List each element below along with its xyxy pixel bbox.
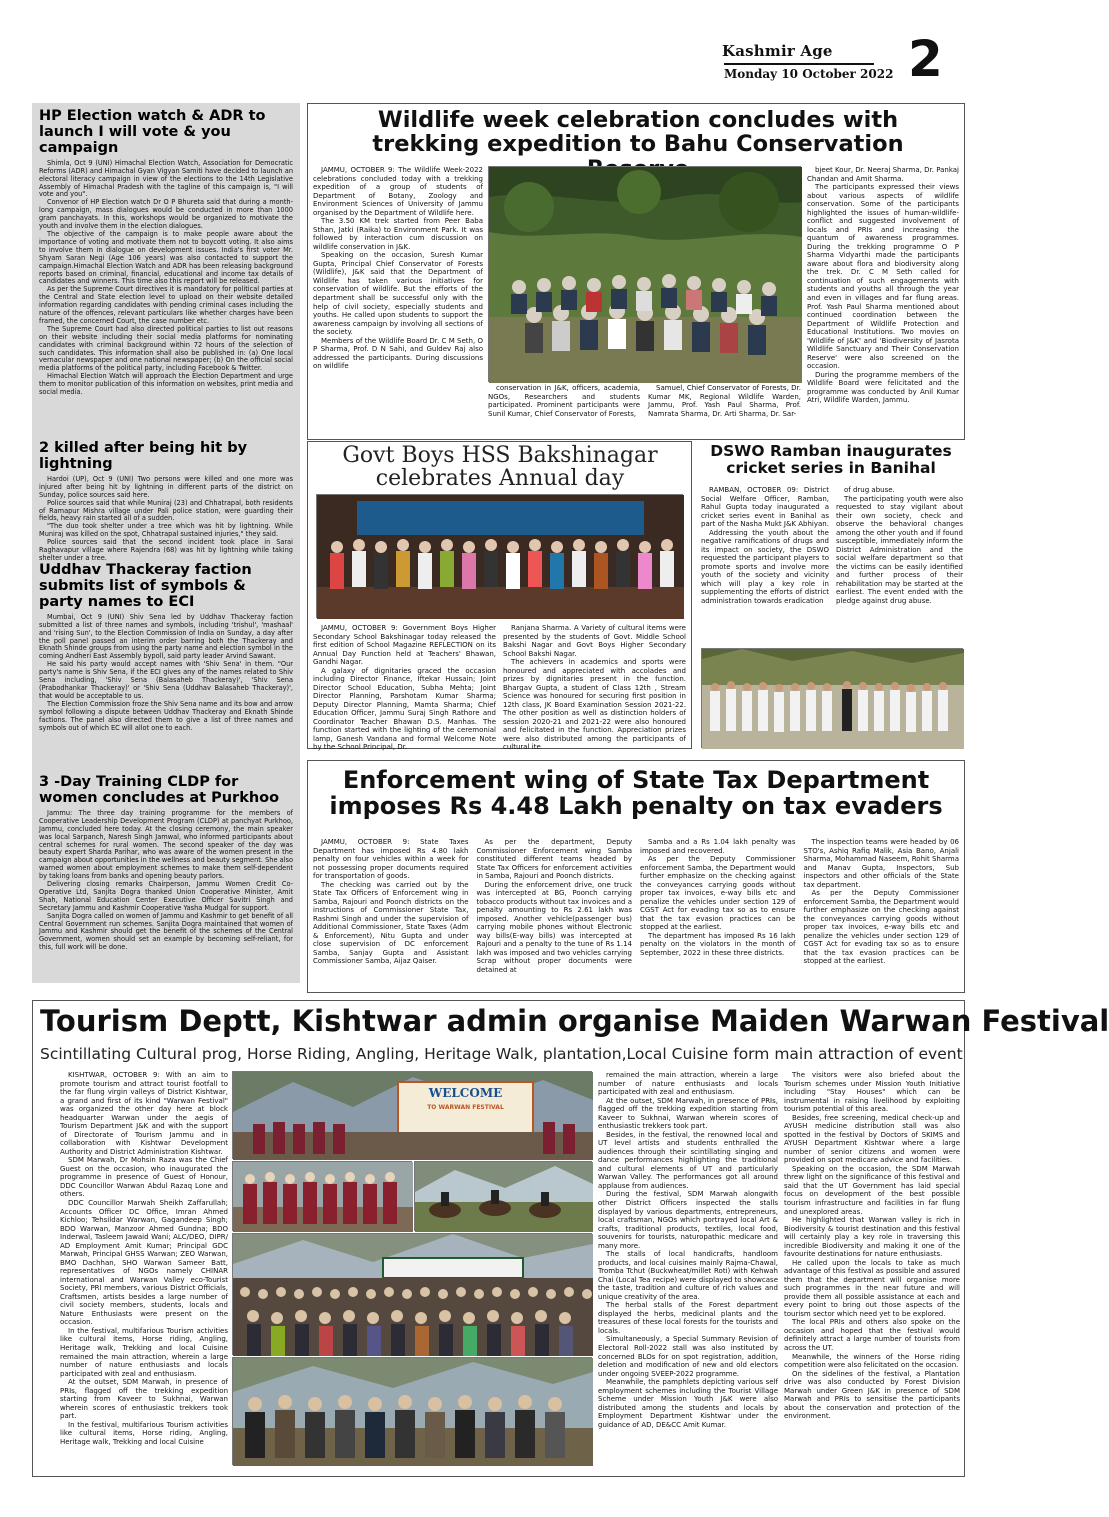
dswo-col-2: [836, 486, 963, 642]
paragraph: remained the main attraction, wherein a large number of nature enthusiasts and locals participated with zeal and enthusiasm.: [598, 1071, 778, 1097]
school-col-2: [503, 624, 686, 752]
paragraph: bjeet Kour, Dr. Neeraj Sharma, Dr. Pankaj Chandan and Amit Sharma.: [807, 166, 959, 183]
brief-lightning: [39, 441, 293, 561]
paragraph: He called upon the locals to take as much advantage of this festival as possible and assured them that the department will organise more such programmes in the near future and will provide them all possible assistance at each and every point to bring out those aspects of the tourism sector which need yet to be explored.: [784, 1258, 960, 1318]
paragraph: The stalls of local handicrafts, handloom products, and local cuisines mainly Rajma-Chawal, Tromba Tchut (Buckwheat/millet Roti) with Kehwah Chai (Local Tea recipe) were displayed to showcase the taste, tradition and culture of rich values and unique creativity of the area.: [598, 1250, 778, 1301]
paragraph: Members of the Wildlife Board Dr. C M Seth, O P Sharma, Prof. D N Sahi, and Guldev Raj also addressed the participants. During discussions on wildlife: [313, 336, 483, 371]
paragraph: Samuel, Chief Conservator of Forests, Dr. Kumar MK, Regional Wildlife Warden, Jammu, Prof. Yash Paul Sharma, Prof. Namrata Sharma, Dr. Arti Sharma, Dr. Sar-: [648, 384, 801, 418]
trek-group-image: [489, 167, 802, 383]
dswo-headline: DSWO Ramban inaugurates cricket series in Banihal: [710, 442, 952, 477]
paragraph: Besides, in the festival, the renowned local and UT level artists and students enthralled the audiences through their scintillating singing and dance performances highlighting the traditional and cultural elements of UT and particularly Warwan Valley. The performances got all around applause from audiences.: [598, 1130, 778, 1190]
paragraph: Delivering closing remarks Chairperson, Jammu Women Credit Co-Operative Ltd, Sanjita Dogra thanked Union Cooperative Minister, Amit Shah, National Education Center Executive Officer Savitri Singh and Secretary Jammu and Kashmir Cooperative Yasha Mudgal for support.: [39, 880, 293, 912]
brief-cldp: [39, 775, 293, 987]
paragraph: The inspection teams were headed by 06 STO's, Ashiq Rafiq Malik, Asia Bano, Anjali Sharma, Mohammad Naseem, Rohit Sharma and Manav Gupta, Inspectors, Sub inspectors and other officials of the State tax department.: [803, 838, 959, 889]
paragraph: The herbal stalls of the Forest department displayed the herbs, medicinal plants and the treasures of these local forests for the tourists and locals.: [598, 1301, 778, 1335]
wildlife-below-photo-col-a: [488, 384, 640, 436]
dswo-cricket-photo: [701, 648, 963, 748]
school-function-photo: [316, 494, 683, 618]
tourism-photo-dancers: [232, 1161, 412, 1231]
tourism-photo-welcome: [232, 1071, 592, 1159]
paragraph: In the festival, multifarious Tourism activities like cultural items, Horse riding, Angling, Heritage walk, Trekking and local Cuisine: [60, 1420, 228, 1446]
brief-body: [39, 614, 293, 733]
tax-col-2: [477, 838, 633, 988]
masthead-rule: [724, 63, 874, 65]
tourism-photo-horses: [414, 1161, 592, 1231]
wildlife-col-3: [807, 166, 959, 436]
tourism-photo-crowd: [232, 1233, 592, 1355]
wildlife-headline: Wildlife week celebration concludes with trekking expedition to Bahu Conservation: [372, 107, 904, 158]
tax-col-3: [640, 838, 796, 988]
paragraph: JAMMU, OCTOBER 9: The Wildlife Week-2022 celebrations concluded today with a trekking expedition of a group of students of Department of Botany, Zoology and Environment Sciences of University of Jammu organised by the Department of Wildlife here.: [313, 166, 483, 217]
paragraph: Meanwhile, the pamphlets depicting various self employment schemes including the Tourist Village Scheme under Mission Youth J&K were also distributed among the students and locals by Employment Department Kishtwar under the guidance of AD, DE&CC Amit Kumar.: [598, 1378, 778, 1429]
paragraph: The Election Commission froze the Shiv Sena name and its bow and arrow symbol following a dispute between Uddhav Thackeray and Eknath Shinde factions. The panel also directed them to give a list of three names and symbols out of which EC will allot one to each.: [39, 699, 293, 732]
school-col-1: [313, 624, 496, 752]
tax-headline: Enforcement wing of State Tax Department imposes Rs 4.48 Lakh penalty on tax evaders: [329, 766, 943, 820]
paragraph: He said his party would accept names with 'Shiv Sena' in them. "Our party's name is Shiv Sena, if the ECI gives any of the names related to Shiv Sena including, 'Shiv Sena (Balasaheb Thackeray)', 'Shiv Sena (Prabodhankar Thackeray)' or 'Shiv Sena (Uddhav Balasaheb Thackeray)', that would be acceptable to us.: [39, 660, 293, 700]
tourism-headline: Tourism Deptt, Kishtwar admin organise Maiden Warwan Festival: [40, 1004, 1109, 1038]
paragraph: The objective of the campaign is to make people aware about the importance of voting and motivate them not to boycott voting. It also aims to involve them in dialogue on development issues. India's first voter Mr. Shyam Saran Negi (Age 106 years) was also contacted to support the campaign.Himachal Election Watch and ADR has been releasing background reports based on criminal, financial, educational and income tax details of candidates and winners. This time also this report will be released.: [39, 229, 293, 286]
brief-hp-election: [39, 109, 293, 439]
paragraph: During the enforcement drive, one truck was intercepted at BG, Poonch carrying tobacco products without tax invoices and a penalty amounting to Rs 2.61 lakh was imposed. Another vehicle(passenger bus) carrying mobile phones without Electronic way bills(E-way bills) was intercepted at Rajouri and a penalty to the tune of Rs 1.14 lakh was imposed and two vehicles carrying Scrap without proper documents were detained at: [476, 880, 632, 974]
paragraph: Ranjana Sharma. A Variety of cultural items were presented by the students of Govt. Middle School Bakshi Nagar and Govt Boys Higher Secondary School Bakshi Nagar.: [503, 624, 686, 658]
tax-col-4: [804, 838, 960, 988]
paragraph: As per the Deputy Commissioner enforcement Samba, the Department would further emphasize on the checking against the conveyances carrying goods without proper tax invoices, e-way bills etc and penalize the vehicles under section 129 of CGST Act for evading tax so as to ensure that the tax evasion practices can be stopped at the earliest.: [640, 855, 796, 932]
paragraph: The participating youth were also requested to stay vigilant about their own society, check and observe the behavioral changes among the other youth and if found susceptible, immediately inform the District Administration and the social welfare department so that the victims can be easily identified and further process of their rehabilitation may be started at the earliest. The event ended with the pledge against drug abuse.: [836, 494, 963, 605]
paragraph: Himachal Election Watch will approach the Election Department and urge them to monitor publication of this information on websites, print media and social media.: [39, 372, 293, 397]
paragraph: Police sources said that the second incident took place in Sarai Raghavapur village where Rajendra (68) was hit by lightning while taking shelter under a tree.: [39, 538, 293, 562]
cricket-teams-image: [702, 649, 964, 749]
paragraph: KISHTWAR, OCTOBER 9: With an aim to promote tourism and attract tourist footfall to the far flung virgin valleys of District Kishtwar, a grand and first of its kind "Warwan Festival" was organized the other day here at block headquarter Warwan under the aegis of Tourism Department J&K and with the support of Directorate of Tourism Jammu and in collaboration with Kishtwar Development Authority and District Administration Kishtwar.: [60, 1071, 228, 1156]
wildlife-trek-photo: [488, 166, 801, 382]
brief-headline: HP Election watch & ADR to launch I will vote & you campaign: [39, 108, 266, 156]
masthead-paper-name: Kashmir Age: [722, 42, 833, 60]
dswo-col-1: [701, 486, 829, 642]
paragraph: The 3.50 KM trek started from Peer Baba Sthan, Jatki (Raika) to Environment Park. It was followed by interaction cum discussion on wildlife conservation in J&K.: [313, 217, 483, 251]
page-number: 2: [908, 30, 943, 88]
tax-body: [313, 838, 959, 988]
paragraph: Samba and a Rs 1.04 lakh penalty was imposed and recovered.: [640, 838, 796, 855]
brief-body: [39, 810, 293, 952]
paragraph: Sanjita Dogra called on women of Jammu and Kashmir to get benefit of all Central Government run schemes. Sanjita Dogra maintained that women of Jammu and Kashmir should get the benefit of the schemes of the Central Government, women should set an example by becoming self-reliant, for this, full work will be done.: [39, 911, 293, 952]
brief-headline: Uddhav Thackeray faction submits list of symbols & party names to ECI: [39, 562, 252, 610]
paragraph: On the sidelines of the festival, a Plantation drive was also conducted by Forest Division Marwah under Green J&K in presence of SDM Marwah and PRIs to sensitise the participants about the conservation and protection of the environment.: [784, 1369, 960, 1421]
tourism-col-3: [598, 1071, 778, 1471]
paragraph: The local PRIs and others also spoke on the occasion and hoped that the festival would definitely attract a large number of tourists from across the UT.: [784, 1318, 960, 1352]
cultural-dance-image: [233, 1162, 413, 1232]
paragraph: JAMMU, OCTOBER 9: State Taxes Department has imposed Rs 4.80 lakh penalty on four vehicles within a week for not possessing proper documents required for transportation of goods.: [313, 838, 469, 881]
brief-headline: 2 killed after being hit by lightning: [39, 440, 248, 472]
horse-riding-image: [415, 1162, 593, 1232]
paragraph: Besides, free screening, medical check-up and AYUSH medicine distribution stall was also spotted in the festival by Doctors of SKIMS and AYUSH Department Kishtwar where a large number of senior citizens and women were provided on spot medicare advice and facilities.: [784, 1113, 960, 1165]
paragraph: As per the department, Deputy Commissioner Enforcement wing Samba constituted different teams headed by State Tax Officers for enforcement activities in Samba, Rajouri and Poonch districts.: [476, 838, 632, 881]
paragraph: As per the Supreme Court directives it is mandatory for political parties at the Central and State election level to upload on their website detailed information regarding candidates with pending criminal cases including the nature of the offences, relevant particulars like whether charges have been framed, the concerned Court, the case number etc.: [39, 285, 293, 325]
sidebar-briefs: [32, 103, 300, 983]
annual-day-stage-image: [317, 495, 684, 619]
paragraph: Hardoi (UP), Oct 9 (UNI) Two persons were killed and one more was injured after being hit by lightning in different parts of the district on Sunday, police sources said here.: [39, 474, 293, 499]
paragraph: The visitors were also briefed about the Tourism schemes under Mission Youth Initiative including "Stay Houses" which can be instrumental in raising livelihood by exploiting tourism potential of this area.: [784, 1071, 960, 1114]
paragraph: The department has imposed Rs 16 lakh penalty on the violators in the month of September, 2022 in these three districts.: [640, 931, 796, 957]
paragraph: At the outset, SDM Marwah, in presence of PRIs, flagged off the trekking expedition starting from Kaveer to Sukhnai, Warwan wherein scores of enthusiastic trekkers took part.: [60, 1378, 228, 1421]
paragraph: "The duo took shelter under a tree which was hit by lightning. While Muniraj was killed on the spot, Chhatrapal sustained injuries," they said.: [39, 522, 293, 539]
wildlife-below-photo-col-b: [648, 384, 801, 436]
paragraph: During the festival, SDM Marwah alongwith other District Officers inspected the stalls displayed by various departments, entrepreneurs, local craftsman, NGOs which portrayed local Art & crafts, traditional products, textiles, local food, souvenirs for tourists, naturopathic medicare and many more.: [598, 1190, 778, 1250]
paragraph: Convenor of HP Election watch Dr O P Bhureta said that during a month-long campaign, mass dialogues would be conducted in more than 1000 gram panchayats. In this, workshops would be organized to motivate the youth and involve them in the election dialogues.: [39, 198, 293, 231]
tourism-col-1: [60, 1071, 228, 1471]
paragraph: The achievers in academics and sports were honoured and appreciated with accolades and prizes by dignitaries present in the function. Bhargav Gupta, a student of Class 12th , Stream Science was honoured for securing first position in 12th class, JK Board Examination Session 2021-22. The other position as well as distinction holders of session 2020-21 and 2021-22 were also honoured and felicitated in the function. Appreciation prizes were also distributed among the participants of cultural ite: [503, 658, 686, 752]
paragraph: The checking was carried out by the State Tax Officers of Enforcement wing in Samba, Rajouri and Poonch districts on the instructions of Commissioner State Tax, Rashmi Singh and under the supervision of Additional Commissioner, State Taxes (Adm & Enforcement), Nitu Gupta and under close supervision of DC enforcement Samba, Sanjay Gupta and Assistant Commissioner Samba, Aijaz Qaiser.: [313, 880, 469, 966]
paragraph: Meanwhile, the winners of the Horse riding competition were also felicitated on the occasion.: [784, 1352, 960, 1370]
paragraph: At the outset, SDM Marwah, in presence of PRIs, flagged off the trekking expedition starting from Kaveer to Sukhnai, Warwan wherein scores of enthusiastic trekkers took part.: [598, 1096, 778, 1131]
brief-uddhav: [39, 563, 293, 773]
tourism-subhead: Scintillating Cultural prog, Horse Riding, Angling, Heritage Walk, plantation,Local Cuisine form main attraction of event: [40, 1045, 963, 1063]
paragraph: He highlighted that Warwan valley is rich in Biodiversity & tourist destination and this festival will certainly play a key role in traversing this incredible Biodiversity and making it one of the favourite destinations for nature enthusiasts.: [784, 1216, 960, 1259]
paragraph: Simultaneously, a Special Summary Revision of Electoral Roll-2022 stall was also instituted by concerned BLOs for on spot registration, addition, deletion and modification of new and old electors under ongoing SVEEP-2022 programme.: [598, 1335, 778, 1378]
paragraph: A galaxy of dignitaries graced the occasion including Director Finance, Iftekar Hussain; Joint Director School Education, Subha Mehta; Joint Director Planning, Parshotam Kumar Sharma; Deputy Director Planning, Mamta Sharma; Chief Education Officer, Jammu Suraj Singh Rathore and Coordinator Teacher Bhawan D.S. Manhas. The function started with the lighting of the ceremonial lamp, Ganesh Vandana and formal Welcome Note by the School Principal, Dr.: [313, 666, 496, 752]
welcome-banner-subtitle: TO WARWAN FESTIVAL: [427, 1104, 504, 1111]
paragraph: SDM Marwah, Dr Mohsin Raza was the Chief Guest on the occasion, who inaugurated the programme in presence of Guest of Honour, DDC Councillor Warwan Abdul Razaq Lone and others.: [60, 1156, 228, 1199]
masthead: [722, 42, 912, 88]
paragraph: In the festival, multifarious Tourism activities like cultural items, Horse riding, Angling, Heritage walk, Trekking and local Cuisine remained the main attraction, wherein a large number of nature enthusiasts and locals participated with zeal and enthusiasm.: [60, 1326, 228, 1378]
paragraph: Shimla, Oct 9 (UNI) Himachal Election Watch, Association for Democratic Reforms (ADR) and Himachal Gyan Vigyan Samiti have decided to launch an electoral literacy campaign in view of the elections to the 14th Legislative Assembly of Himachal Pradesh with the tagline of this campaign is, "I will vote and you".: [39, 158, 293, 199]
officials-group-image: [233, 1358, 593, 1466]
wildlife-col-1: [313, 166, 483, 386]
paragraph: Addressing the youth about the negative ramifications of drugs and its impact on society, the DSWO requested the participant players to promote sports and involve more youth of the society and vicinity which will play a key role in supplementing the efforts of district administration towards eradication: [701, 528, 829, 605]
paragraph: The participants expressed their views about various aspects of wildlife conservation. Some of the participants highlighted the issues of human-wildlife-conflict and suggested involvement of locals and PRIs and increasing the quantum of awareness programmes. During the trekking programme O P Sharma Vidyarthi made the participants aware about flora and biodiversity along the trek. Dr. C M Seth called for continuation of such engagements with students and youths all through the year and even in villages and far flung areas. Prof. Yash Paul Sharma mentioned about continued coordination between the Department of Wildlife Protection and Educational Institutions. Two movies on 'Wildlife of J&K' and 'Biodiversity of Jasrota Wildlife Sanctuary and Their Conservation Reserve' were also screened on the occasion.: [807, 183, 959, 371]
paragraph: Jammu: The three day training programme for the members of Cooperative Leadership Development Program (CLDP) at panchyat Purkhoo, Jammu, concluded here today. At the closing ceremony, the main speaker was local Sarpanch, Naresh Singh Jamwal, who informed participants about central schemes for rural women. The second speaker of the day was beauty expert Sharda Parihar, who was aware of the women present in the campaign about opportunities in the wellness and beauty segment. She also warned women about employment schemes to make them self-dependent by taking loans from banks and opening beauty parlors.: [39, 808, 293, 881]
paragraph: conservation in J&K, officers, academia, NGOs, Researchers and students participated. Prominent participants were Sunil Kumar, Chief Conservator of Forests,: [488, 384, 640, 418]
paragraph: Police sources said that while Muniraj (23) and Chhatrapal, both residents of Ramapur Mishra village under Pali police station, were guarding their fields, heavy rain started all of a sudden.: [39, 498, 293, 523]
tourism-photo-officials: [232, 1357, 592, 1465]
tax-col-1: [313, 838, 469, 988]
brief-headline: 3 -Day Training CLDP for women concludes at Purkhoo: [39, 774, 280, 806]
paragraph: RAMBAN, OCTOBER 09: District Social Welfare Officer, Ramban, Rahul Gupta today inaugurated a cricket series event in Banihal as part of the Nasha Mukt J&K Abhiyan.: [701, 486, 829, 529]
paragraph: DDC Councillor Marwah Sheikh Zaffarullah; Accounts Officer DC Office, Imran Ahmed Kichloo; Tehsildar Warwan, Gagandeep Singh; BDO Warwan, Manzoor Ahmed Gundna; BDO Inderwal, Tasleem Jawaid Wani; ALC/DEO, DIPR/ AD Employment Amit Kumar; Principal GDC Marwah, Principal GHSS Warwan; ZEO Warwan, BMO Dachhan, SHO Warwan Sameer Batt, representatives of NGOs namely CHINAR international and Warwan Valley eco-Tourist Society, PRI members, various District Officials, Craftsmen, artists besides a large number of civil society members, students, locals and Nature Enthusiasts were present on the occasion.: [60, 1198, 228, 1327]
paragraph: Mumbai, Oct 9 (UNI) Shiv Sena led by Uddhav Thackeray faction submitted a list of three names and symbols, including 'trishul', 'mashaal' and 'rising Sun', to the Election Commission of India on Sunday, a day after the poll panel passed an interim order barring both the Thackeray and Eknath Shinde groups from using the party name and election symbol in the coming Andheri East Assembly bypoll, said party leader Arvind Sawant.: [39, 612, 293, 661]
paragraph: The Supreme Court had also directed political parties to list out reasons on their website including their social media platforms for nominating candidates with criminal background within 72 hours of the selection of such candidates. This information shall also be published in: (a) One local vernacular newspaper and one national newspaper; (b) On the official social media platforms of the political party, including Facebook & Twitter.: [39, 324, 293, 373]
paragraph: As per the Deputy Commissioner enforcement Samba, the Department would further emphasize on the checking against the conveyances carrying goods without proper tax invoices, e-way bills etc and penalize the vehicles under section 129 of CGST Act for evading tax so as to ensure that the tax evasion practices can be stopped at the earliest.: [803, 889, 959, 966]
paragraph: of drug abuse.: [844, 486, 895, 494]
tourism-col-4: [784, 1071, 960, 1471]
festival-crowd-image: [233, 1234, 593, 1356]
welcome-banner-title: WELCOME: [428, 1086, 503, 1100]
paragraph: Speaking on the occasion, the SDM Marwah threw light on the significance of this festival and said that the UT Government has laid special focus on development of the best possible tourism infrastructure and facilities in far flung and unexplored areas.: [784, 1164, 960, 1216]
masthead-date: Monday 10 October 2022: [724, 67, 894, 81]
brief-body: [39, 476, 293, 563]
paragraph: During the programme members of the Wildlife Board were felicitated and the programme was conducted by Anil Kumar Atri, Wildlife Warden, Jammu.: [807, 370, 959, 405]
paragraph: JAMMU, OCTOBER 9: Government Boys Higher Secondary School Bakshinagar today released the first edition of School Magazine REFLECTION on its Annual Day Function held at Teachers' Bhawan, Gandhi Nagar.: [313, 624, 496, 667]
school-headline: Govt Boys HSS Bakshinagar celebrates Annual day: [342, 443, 658, 492]
brief-body: [39, 160, 293, 397]
paragraph: Speaking on the occasion, Suresh Kumar Gupta, Principal Chief Conservator of Forests (Wildlife), J&K said that the Department of Wildlife has taken various initiatives for conservation of wildlife. But the efforts of the department shall be successful only with the help of civil society, especially students and youths. He called upon students to support the awareness campaign by involving all sections of the society.: [313, 251, 483, 337]
